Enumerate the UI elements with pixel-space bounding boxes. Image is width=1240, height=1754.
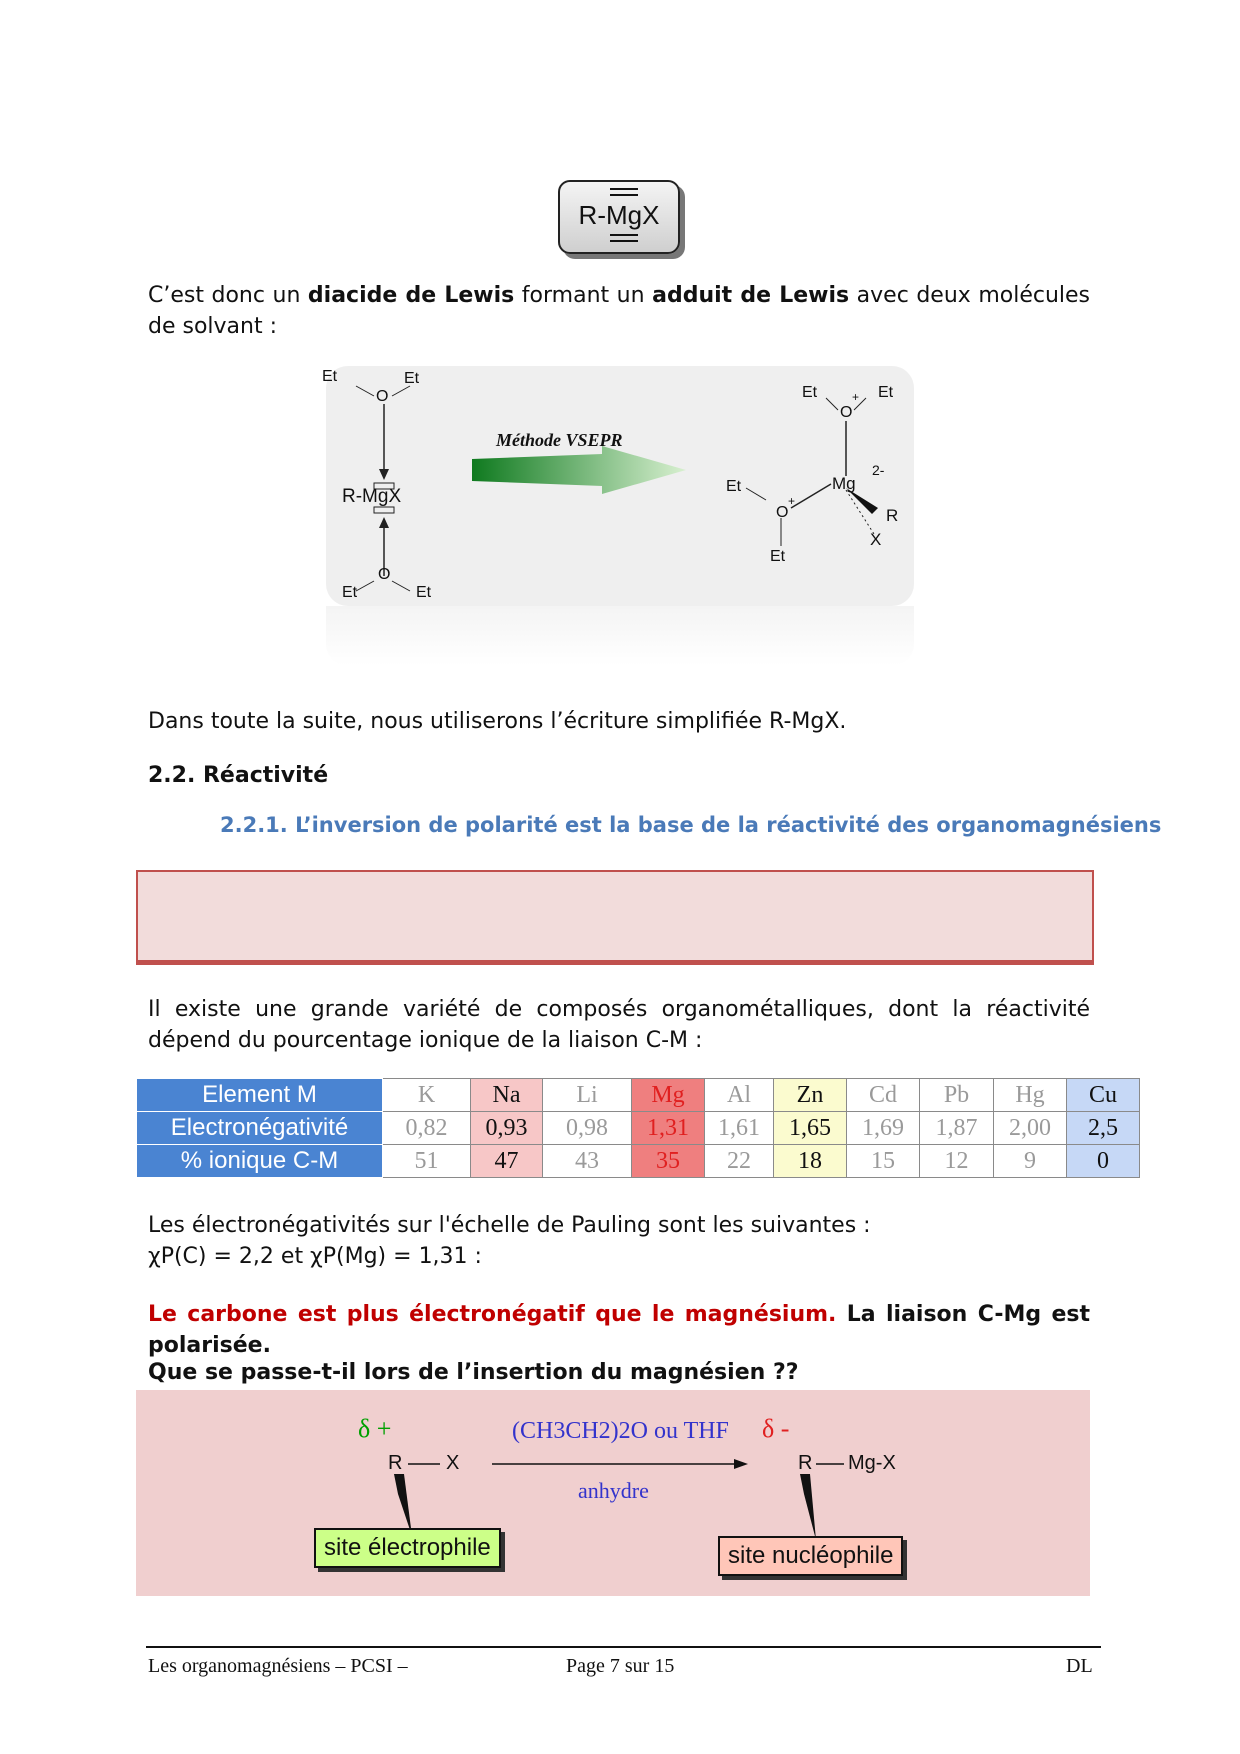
et-label: Et xyxy=(802,384,818,401)
table-cell: 18 xyxy=(774,1145,847,1178)
table-row xyxy=(137,1112,1140,1145)
et-label: Et xyxy=(416,584,432,601)
site-electrophile-box: site électrophile xyxy=(314,1528,501,1568)
table-cell: 47 xyxy=(471,1145,543,1178)
delta-minus: δ - xyxy=(762,1414,790,1443)
paragraph-organometallics: Il existe une grande variété de composés organométalliques, dont la réactivité dépend du pourcentage ionique de la liaison C-M : xyxy=(148,997,1090,1053)
table-cell: 2,00 xyxy=(994,1112,1067,1145)
row-header: % ionique C-M xyxy=(137,1145,383,1178)
table-cell: 0,98 xyxy=(543,1112,632,1145)
table-cell: Mg xyxy=(632,1079,705,1112)
rmgx-label: R-MgX xyxy=(578,200,660,230)
lacune-bar xyxy=(610,188,638,190)
text: C’est donc un xyxy=(148,283,308,308)
table-cell: 9 xyxy=(994,1145,1067,1178)
table-cell: 2,5 xyxy=(1067,1112,1140,1145)
paragraph-pauling xyxy=(148,1210,1090,1272)
x-label: X xyxy=(870,530,882,549)
question: Que se passe-t-il lors de l’insertion du magnésien ?? xyxy=(148,1360,799,1385)
table-cell: Al xyxy=(705,1079,774,1112)
text-line: χP(C) = 2,2 et χP(Mg) = 1,31 : xyxy=(148,1244,482,1269)
reaction-arrow xyxy=(472,446,686,494)
arrow-head xyxy=(379,517,389,528)
table-cell: 1,61 xyxy=(705,1112,774,1145)
et-label: Et xyxy=(342,584,358,601)
arrow-head xyxy=(734,1459,748,1469)
et-label: Et xyxy=(726,478,742,495)
subsection-heading: 2.2.1. L’inversion de polarité est la base de la réactivité des organomagnésiens xyxy=(220,813,1162,837)
table-cell: 12 xyxy=(920,1145,994,1178)
plus-charge: + xyxy=(788,494,796,508)
rmgx-label: R-MgX xyxy=(342,486,402,507)
electronegativity-table xyxy=(136,1078,1140,1178)
lacune-bar xyxy=(610,240,638,242)
table-cell: Na xyxy=(471,1079,543,1112)
r-label: R xyxy=(388,1452,403,1474)
site-nucleophile-box: site nucléophile xyxy=(718,1536,903,1576)
table-cell: 0,82 xyxy=(383,1112,471,1145)
table-cell: 1,69 xyxy=(847,1112,920,1145)
solvent-label: (CH3CH2)2O ou THF xyxy=(512,1418,729,1444)
table-row xyxy=(137,1145,1140,1178)
footer-right: DL xyxy=(1066,1655,1093,1677)
empty-answer-box xyxy=(136,870,1094,962)
et-label: Et xyxy=(322,368,338,385)
footer-rule xyxy=(146,1646,1101,1648)
table-row xyxy=(137,1079,1140,1112)
table-cell: 0 xyxy=(1067,1145,1140,1178)
table-cell: Cu xyxy=(1067,1079,1140,1112)
x-label: X xyxy=(446,1452,460,1474)
table-cell: Hg xyxy=(994,1079,1067,1112)
text: avec deux molécules de solvant : xyxy=(148,283,1091,339)
callout-pointer xyxy=(800,1474,816,1540)
section-heading: 2.2. Réactivité xyxy=(148,763,329,788)
footer-left: Les organomagnésiens – PCSI – xyxy=(148,1655,408,1677)
charge-label: 2- xyxy=(872,462,885,478)
table-cell: Zn xyxy=(774,1079,847,1112)
mg-label: Mg xyxy=(832,474,856,493)
vsepr-drawing xyxy=(326,366,914,606)
text: formant un xyxy=(514,283,653,308)
hashed-bond xyxy=(846,490,874,534)
table-cell: Pb xyxy=(920,1079,994,1112)
table-cell: Li xyxy=(543,1079,632,1112)
table-cell: Cd xyxy=(847,1079,920,1112)
table-cell: 35 xyxy=(632,1145,705,1178)
table-cell: 43 xyxy=(543,1145,632,1178)
arrow-head xyxy=(379,469,389,480)
table-cell: 1,31 xyxy=(632,1112,705,1145)
et-label: Et xyxy=(770,548,786,565)
text-line: Les électronégativités sur l'échelle de Pauling sont les suivantes : xyxy=(148,1213,871,1238)
anhydre-label: anhydre xyxy=(578,1478,649,1503)
lacune-bar xyxy=(610,194,638,196)
bold-text: adduit de Lewis xyxy=(652,283,850,308)
oxygen-label: O xyxy=(378,566,391,583)
oxygen-label: O xyxy=(776,504,789,521)
page-number: Page 7 sur 15 xyxy=(566,1655,675,1677)
bond xyxy=(356,581,374,591)
table-cell: 0,93 xyxy=(471,1112,543,1145)
vsepr-scheme xyxy=(322,366,914,606)
text: La liaison C-Mg est polarisée. xyxy=(148,1302,1091,1358)
delta-plus: δ + xyxy=(358,1414,392,1443)
scheme-reflection xyxy=(326,606,914,666)
et-label: Et xyxy=(404,370,420,387)
red-text: Le carbone est plus électronégatif que le magnésium. xyxy=(148,1302,837,1327)
bond xyxy=(356,386,374,396)
bond xyxy=(746,488,766,500)
table-cell: 1,87 xyxy=(920,1112,994,1145)
oxygen-label: O xyxy=(840,404,853,421)
paragraph-lewis xyxy=(148,280,1090,342)
table-cell: 22 xyxy=(705,1145,774,1178)
bond xyxy=(791,484,831,508)
rmgx-box xyxy=(558,180,680,254)
table-cell: K xyxy=(383,1079,471,1112)
polarisation-sentence xyxy=(148,1299,1090,1361)
plus-charge: + xyxy=(852,390,860,404)
table-cell: 1,65 xyxy=(774,1112,847,1145)
table-cell: 15 xyxy=(847,1145,920,1178)
lacune-bar xyxy=(610,234,638,236)
bold-text: diacide de Lewis xyxy=(307,283,515,308)
method-label: Méthode VSEPR xyxy=(496,430,623,450)
r-label: R xyxy=(886,506,899,525)
row-header: Electronégativité xyxy=(137,1112,383,1145)
bond xyxy=(392,581,410,591)
bond xyxy=(826,398,838,410)
table-cell: 51 xyxy=(383,1145,471,1178)
insertion-scheme xyxy=(136,1390,1090,1596)
callout-pointer xyxy=(394,1474,412,1536)
mgx-label: Mg-X xyxy=(848,1452,896,1474)
et-label: Et xyxy=(878,384,894,401)
oxygen-label: O xyxy=(376,388,389,405)
paragraph-simplified: Dans toute la suite, nous utiliserons l’écriture simplifiée R-MgX. xyxy=(148,709,847,734)
r-label: R xyxy=(798,1452,813,1474)
row-header: Element M xyxy=(137,1079,383,1112)
